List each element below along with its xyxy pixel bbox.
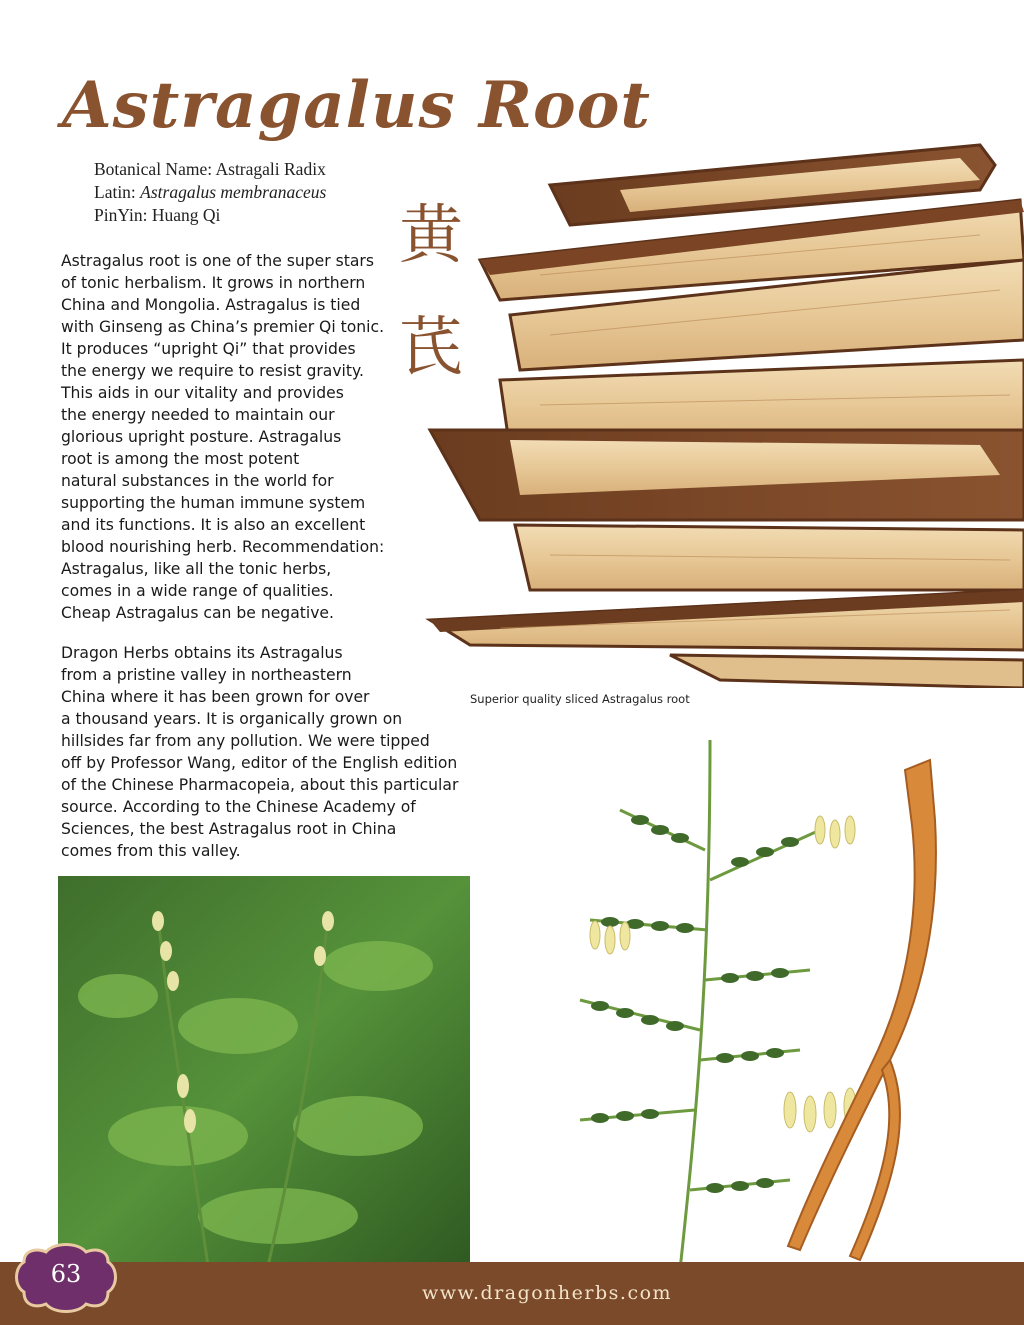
text-line: with Ginseng as China’s premier Qi tonic.	[61, 318, 385, 336]
text-line: the energy needed to maintain our	[61, 406, 335, 424]
text-line: Sciences, the best Astragalus root in China	[61, 820, 397, 838]
text-line: This aids in our vitality and provides	[61, 384, 344, 402]
chinese-character-qi: 芪	[399, 311, 463, 385]
text-line: the energy we require to resist gravity.	[61, 362, 364, 380]
text-line: Astragalus, like all the tonic herbs,	[61, 560, 332, 578]
footer-bar	[0, 1262, 1024, 1325]
text-line: source. According to the Chinese Academy of	[61, 798, 416, 816]
page-number: 63	[50, 1260, 82, 1288]
text-line: of the Chinese Pharmacopeia, about this particular	[61, 776, 459, 794]
latin-name	[94, 181, 394, 204]
astragalus-illustration	[560, 730, 980, 1270]
chinese-character-huang: 黄	[399, 199, 463, 273]
text-line: glorious upright posture. Astragalus	[61, 428, 342, 446]
astragalus-field-photo	[58, 876, 470, 1266]
sliced-root-photo	[420, 140, 1024, 688]
text-line: off by Professor Wang, editor of the English edition	[61, 754, 458, 772]
text-line: root is among the most potent	[61, 450, 300, 468]
text-line: comes from this valley.	[61, 842, 241, 860]
text-line: and its functions. It is also an excellent	[61, 516, 366, 534]
text-line: China where it has been grown for over	[61, 688, 370, 706]
text-line: blood nourishing herb. Recommendation:	[61, 538, 385, 556]
text-line: supporting the human immune system	[61, 494, 366, 512]
text-line: China and Mongolia. Astragalus is tied	[61, 296, 361, 314]
photo-caption: Superior quality sliced Astragalus root	[470, 692, 690, 706]
text-line: Astragalus root is one of the super stars	[61, 252, 374, 270]
text-line: It produces “upright Qi” that provides	[61, 340, 356, 358]
intro-paragraph	[61, 250, 384, 624]
botanical-info	[94, 158, 394, 227]
text-line: of tonic herbalism. It grows in northern	[61, 274, 366, 292]
latin-value: Astragalus membranaceus	[140, 182, 327, 202]
text-line: comes in a wide range of qualities.	[61, 582, 334, 600]
page-title: Astragalus Root	[62, 68, 651, 143]
text-line: Cheap Astragalus can be negative.	[61, 604, 334, 622]
sourcing-paragraph	[61, 642, 458, 862]
text-line: from a pristine valley in northeastern	[61, 666, 352, 684]
pinyin-name: PinYin: Huang Qi	[94, 205, 221, 225]
botanical-name: Botanical Name: Astragali Radix	[94, 159, 326, 179]
text-line: hillsides far from any pollution. We were tipped	[61, 732, 430, 750]
text-line: Dragon Herbs obtains its Astragalus	[61, 644, 343, 662]
text-line: natural substances in the world for	[61, 472, 334, 490]
text-line: a thousand years. It is organically grown on	[61, 710, 403, 728]
latin-label: Latin:	[94, 182, 141, 202]
website-url[interactable]: www.dragonherbs.com	[421, 1282, 673, 1304]
